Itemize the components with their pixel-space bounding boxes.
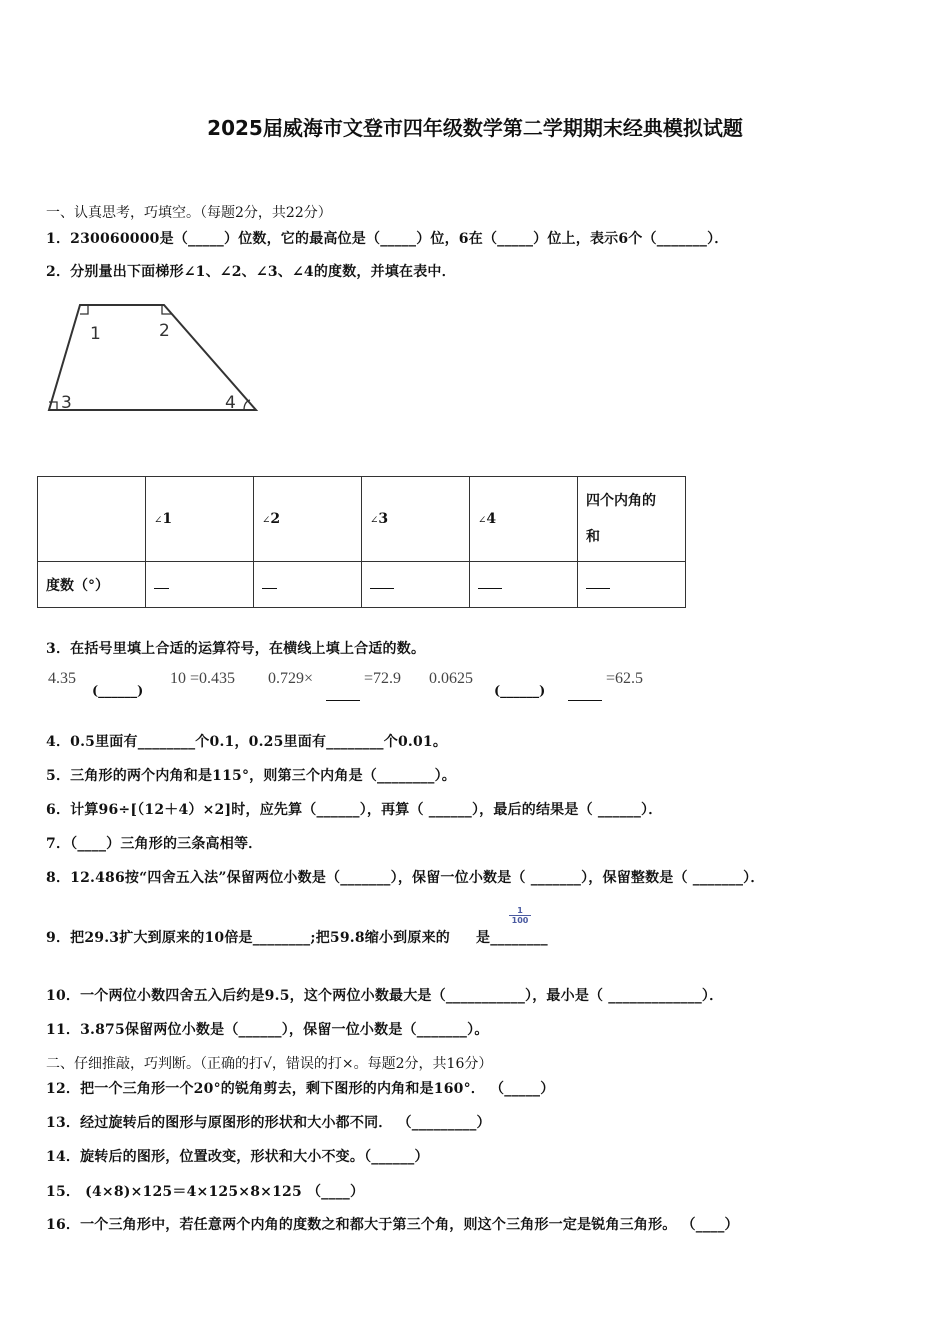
angle-label-1: 1 xyxy=(90,324,101,344)
angle-label-3: 3 xyxy=(61,393,72,413)
question-1: 1．230060000是（_____）位数，它的最高位是（_____）位，6在（_____）位上，表示6个（_______）． xyxy=(46,231,729,247)
table-header-angle-1: ∠1 xyxy=(146,477,254,562)
question-15: 15． (4×8)×125＝4×125×8×125 （____） xyxy=(46,1184,365,1200)
question-9-part-1: 9．把29.3扩大到原来的10倍是________;把59.8缩小到原来的 xyxy=(46,930,450,946)
question-13: 13．经过旋转后的图形与原图形的形状和大小都不同． （_________） xyxy=(46,1115,491,1131)
table-header-row xyxy=(38,477,686,562)
angle-label-2: 2 xyxy=(159,321,170,341)
table-header-angle-4: ∠4 xyxy=(470,477,578,562)
q3-operator-blank-1: (______) xyxy=(92,684,144,699)
q3-value-c: 0.729× xyxy=(268,670,314,687)
q3-value-f: =62.5 xyxy=(606,670,644,687)
angle-table xyxy=(37,476,686,608)
table-answer-cell xyxy=(470,562,578,608)
table-answer-cell xyxy=(578,562,686,608)
question-8: 8．12.486按“四舍五入法”保留两位小数是（_______），保留一位小数是（ _______），保留整数是（ _______）． xyxy=(46,870,765,886)
section-2-header: 二、仔细推敲，巧判断。（正确的打√，错误的打×。每题2分，共16分） xyxy=(46,1056,493,1072)
table-row xyxy=(38,562,686,608)
question-5: 5．三角形的两个内角和是115°，则第三个内角是（________）。 xyxy=(46,768,456,784)
question-4: 4．0.5里面有________个0.1，0.25里面有________个0.01。 xyxy=(46,734,448,750)
question-10: 10．一个两位小数四舍五入后约是9.5，这个两位小数最大是（___________），最小是（ _____________）． xyxy=(46,988,724,1004)
question-7: 7．（____）三角形的三条高相等． xyxy=(46,836,263,852)
question-11: 11．3.875保留两位小数是（______），保留一位小数是（_______）。 xyxy=(46,1022,489,1038)
fraction-one-hundredth xyxy=(509,906,531,925)
table-answer-cell xyxy=(362,562,470,608)
table-row-label: 度数（°） xyxy=(38,562,146,608)
table-header-sum xyxy=(578,477,686,562)
question-14: 14．旋转后的图形，位置改变，形状和大小不变。（______） xyxy=(46,1149,429,1165)
table-header-angle-2: ∠2 xyxy=(254,477,362,562)
table-header-sum-line1: 四个内角的 xyxy=(586,493,656,509)
fraction-denominator: 100 xyxy=(511,916,529,925)
q3-value-b: 10 =0.435 xyxy=(170,670,236,687)
trapezoid-figure xyxy=(44,298,264,418)
question-16: 16．一个三角形中，若任意两个内角的度数之和都大于第三个角，则这个三角形一定是锐角三角形。 （____） xyxy=(46,1217,739,1233)
page-title: 2025届威海市文登市四年级数学第二学期期末经典模拟试题 xyxy=(207,116,743,140)
q3-value-a: 4.35 xyxy=(48,670,76,687)
question-12: 12．把一个三角形一个20°的锐角剪去，剩下图形的内角和是160°． （_____） xyxy=(46,1081,555,1097)
question-3-expressions xyxy=(46,668,686,704)
q3-value-e: 0.0625 xyxy=(429,670,473,687)
question-6: 6．计算96÷[（12＋4）×2]时，应先算（______），再算（ ______），最后的结果是（ ______）． xyxy=(46,802,663,818)
section-1-header: 一、认真思考，巧填空。（每题2分，共22分） xyxy=(46,205,332,221)
angle-label-4: 4 xyxy=(225,393,236,413)
table-header-angle-3: ∠3 xyxy=(362,477,470,562)
table-answer-cell xyxy=(254,562,362,608)
question-2: 2．分别量出下面梯形∠1、∠2、∠3、∠4的度数，并填在表中． xyxy=(46,264,456,280)
q3-number-blank-2 xyxy=(568,688,602,701)
q3-operator-blank-2: (______) xyxy=(494,684,546,699)
table-cell-empty xyxy=(38,477,146,562)
table-header-sum-line2: 和 xyxy=(586,529,600,545)
q3-value-d: =72.9 xyxy=(364,670,402,687)
question-9 xyxy=(46,927,548,947)
q3-number-blank-1 xyxy=(326,688,360,701)
table-answer-cell xyxy=(146,562,254,608)
question-9-part-2: 是________ xyxy=(476,930,548,946)
fraction-numerator: 1 xyxy=(509,906,531,916)
question-3: 3．在括号里填上合适的运算符号，在横线上填上合适的数。 xyxy=(46,641,426,657)
